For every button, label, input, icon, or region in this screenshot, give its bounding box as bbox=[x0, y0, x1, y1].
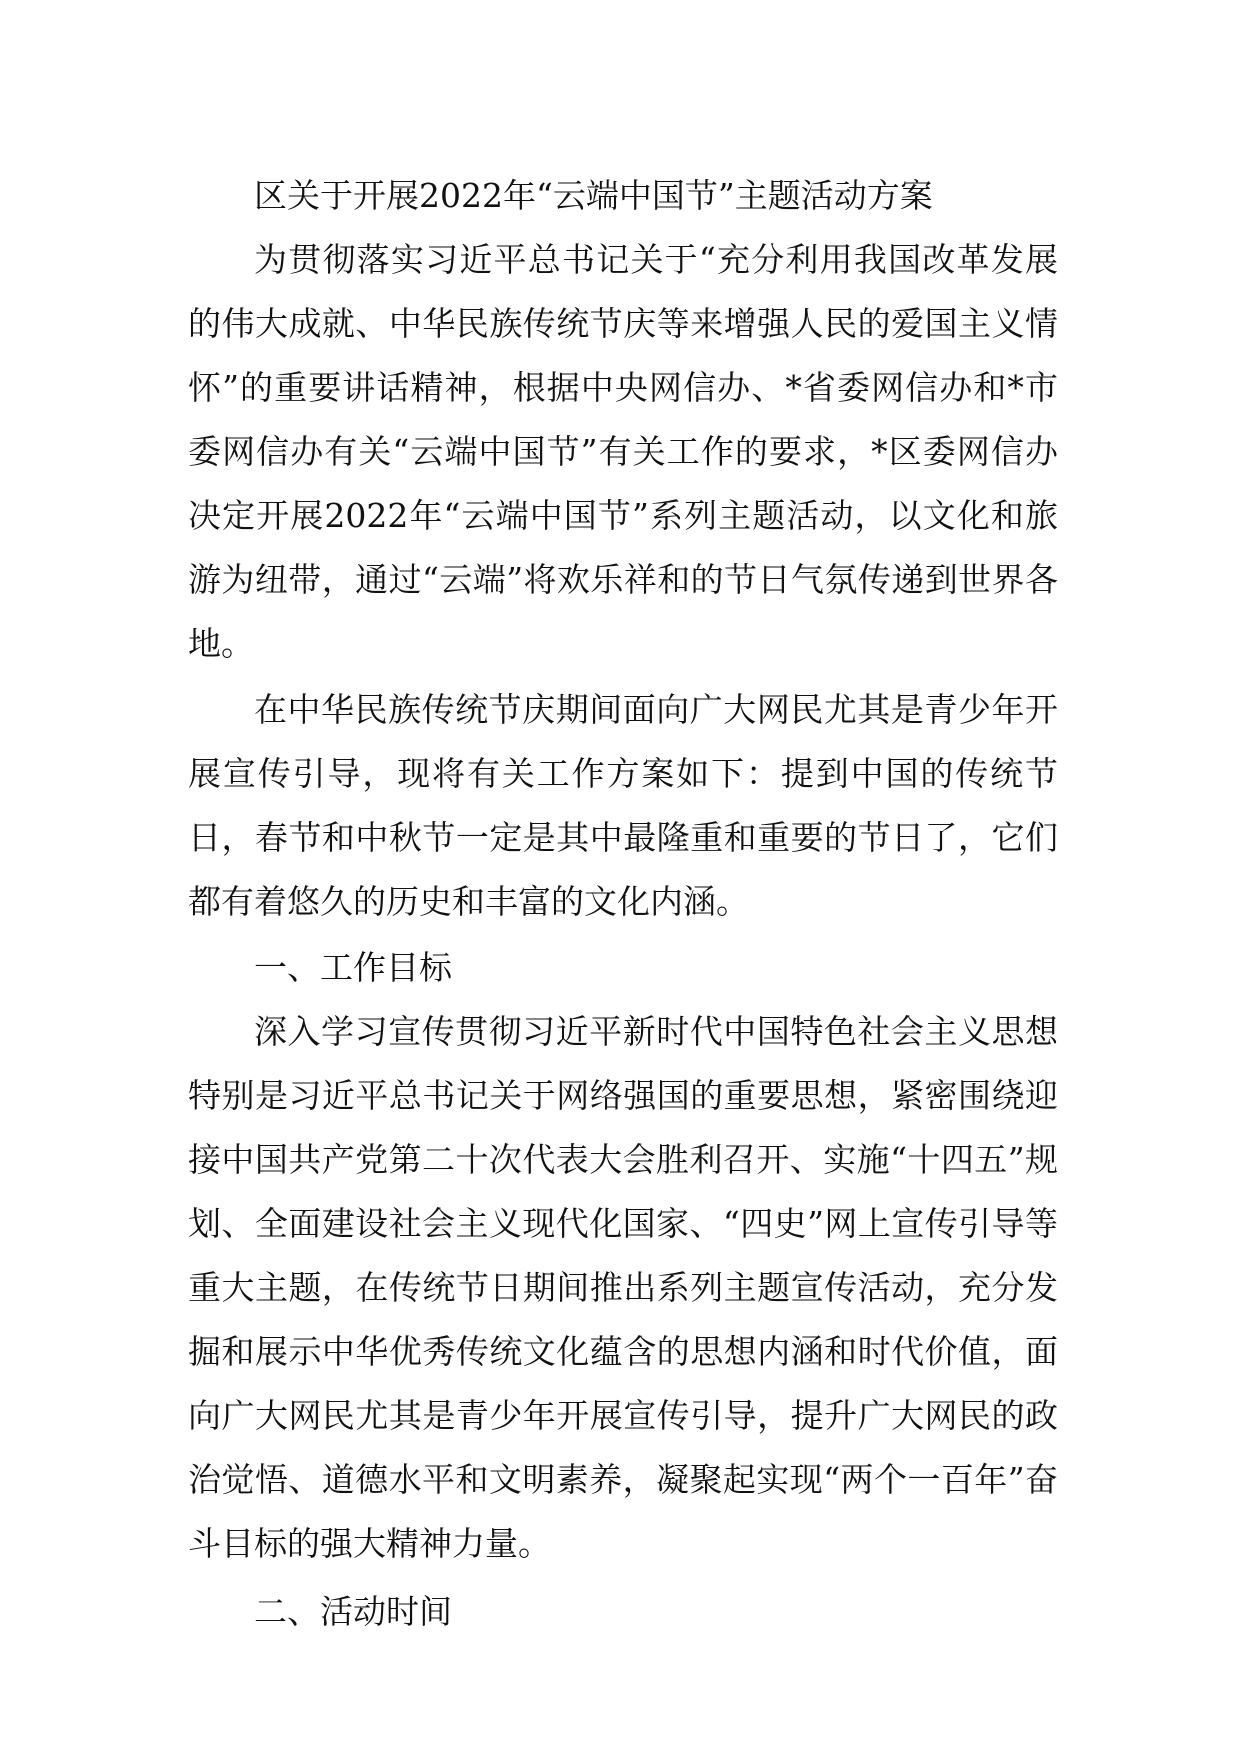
section-heading-goals: 一、工作目标 bbox=[254, 948, 452, 987]
goals-paragraph: 深入学习宣传贯彻习近平新时代中国特色社会主义思想特别是习近平总书记关于网络强国的重要思想，紧密围绕迎接中国共产党第二十次代表大会胜利召开、实施“十四五”规划、全面建设社会主义现代化国家、“四史”网上宣传引导等重大主题，在传统节日期间推出系列主题宣传活动，充分发掘和展示中华优秀传统文化蕴含的思想内涵和时代价值，面向广大网民尤其是青少年开展宣传引导，提升广大网民的政治觉悟、道德水平和文明素养，凝聚起实现“两个一百年”奋斗目标的强大精神力量。 bbox=[188, 1012, 1058, 1563]
context-paragraph: 在中华民族传统节庆期间面向广大网民尤其是青少年开展宣传引导，现将有关工作方案如下：提到中国的传统节日，春节和中秋节一定是其中最隆重和重要的节日了，它们都有着悠久的历史和丰富的文化内涵。 bbox=[188, 690, 1058, 921]
section-heading-time: 二、活动时间 bbox=[254, 1592, 452, 1631]
intro-paragraph: 为贯彻落实习近平总书记关于“充分利用我国改革发展的伟大成就、中华民族传统节庆等来增强人民的爱国主义情怀”的重要讲话精神，根据中央网信办、*省委网信办和*市委网信办有关“云端中国节”有关工作的要求，*区委网信办决定开展2022年“云端中国节”系列主题活动，以文化和旅游为纽带，通过“云端”将欢乐祥和的节日气氛传递到世界各地。 bbox=[188, 240, 1058, 663]
document-title: 区关于开展2022年“云端中国节”主题活动方案 bbox=[254, 176, 933, 215]
document-body bbox=[188, 164, 1058, 1644]
